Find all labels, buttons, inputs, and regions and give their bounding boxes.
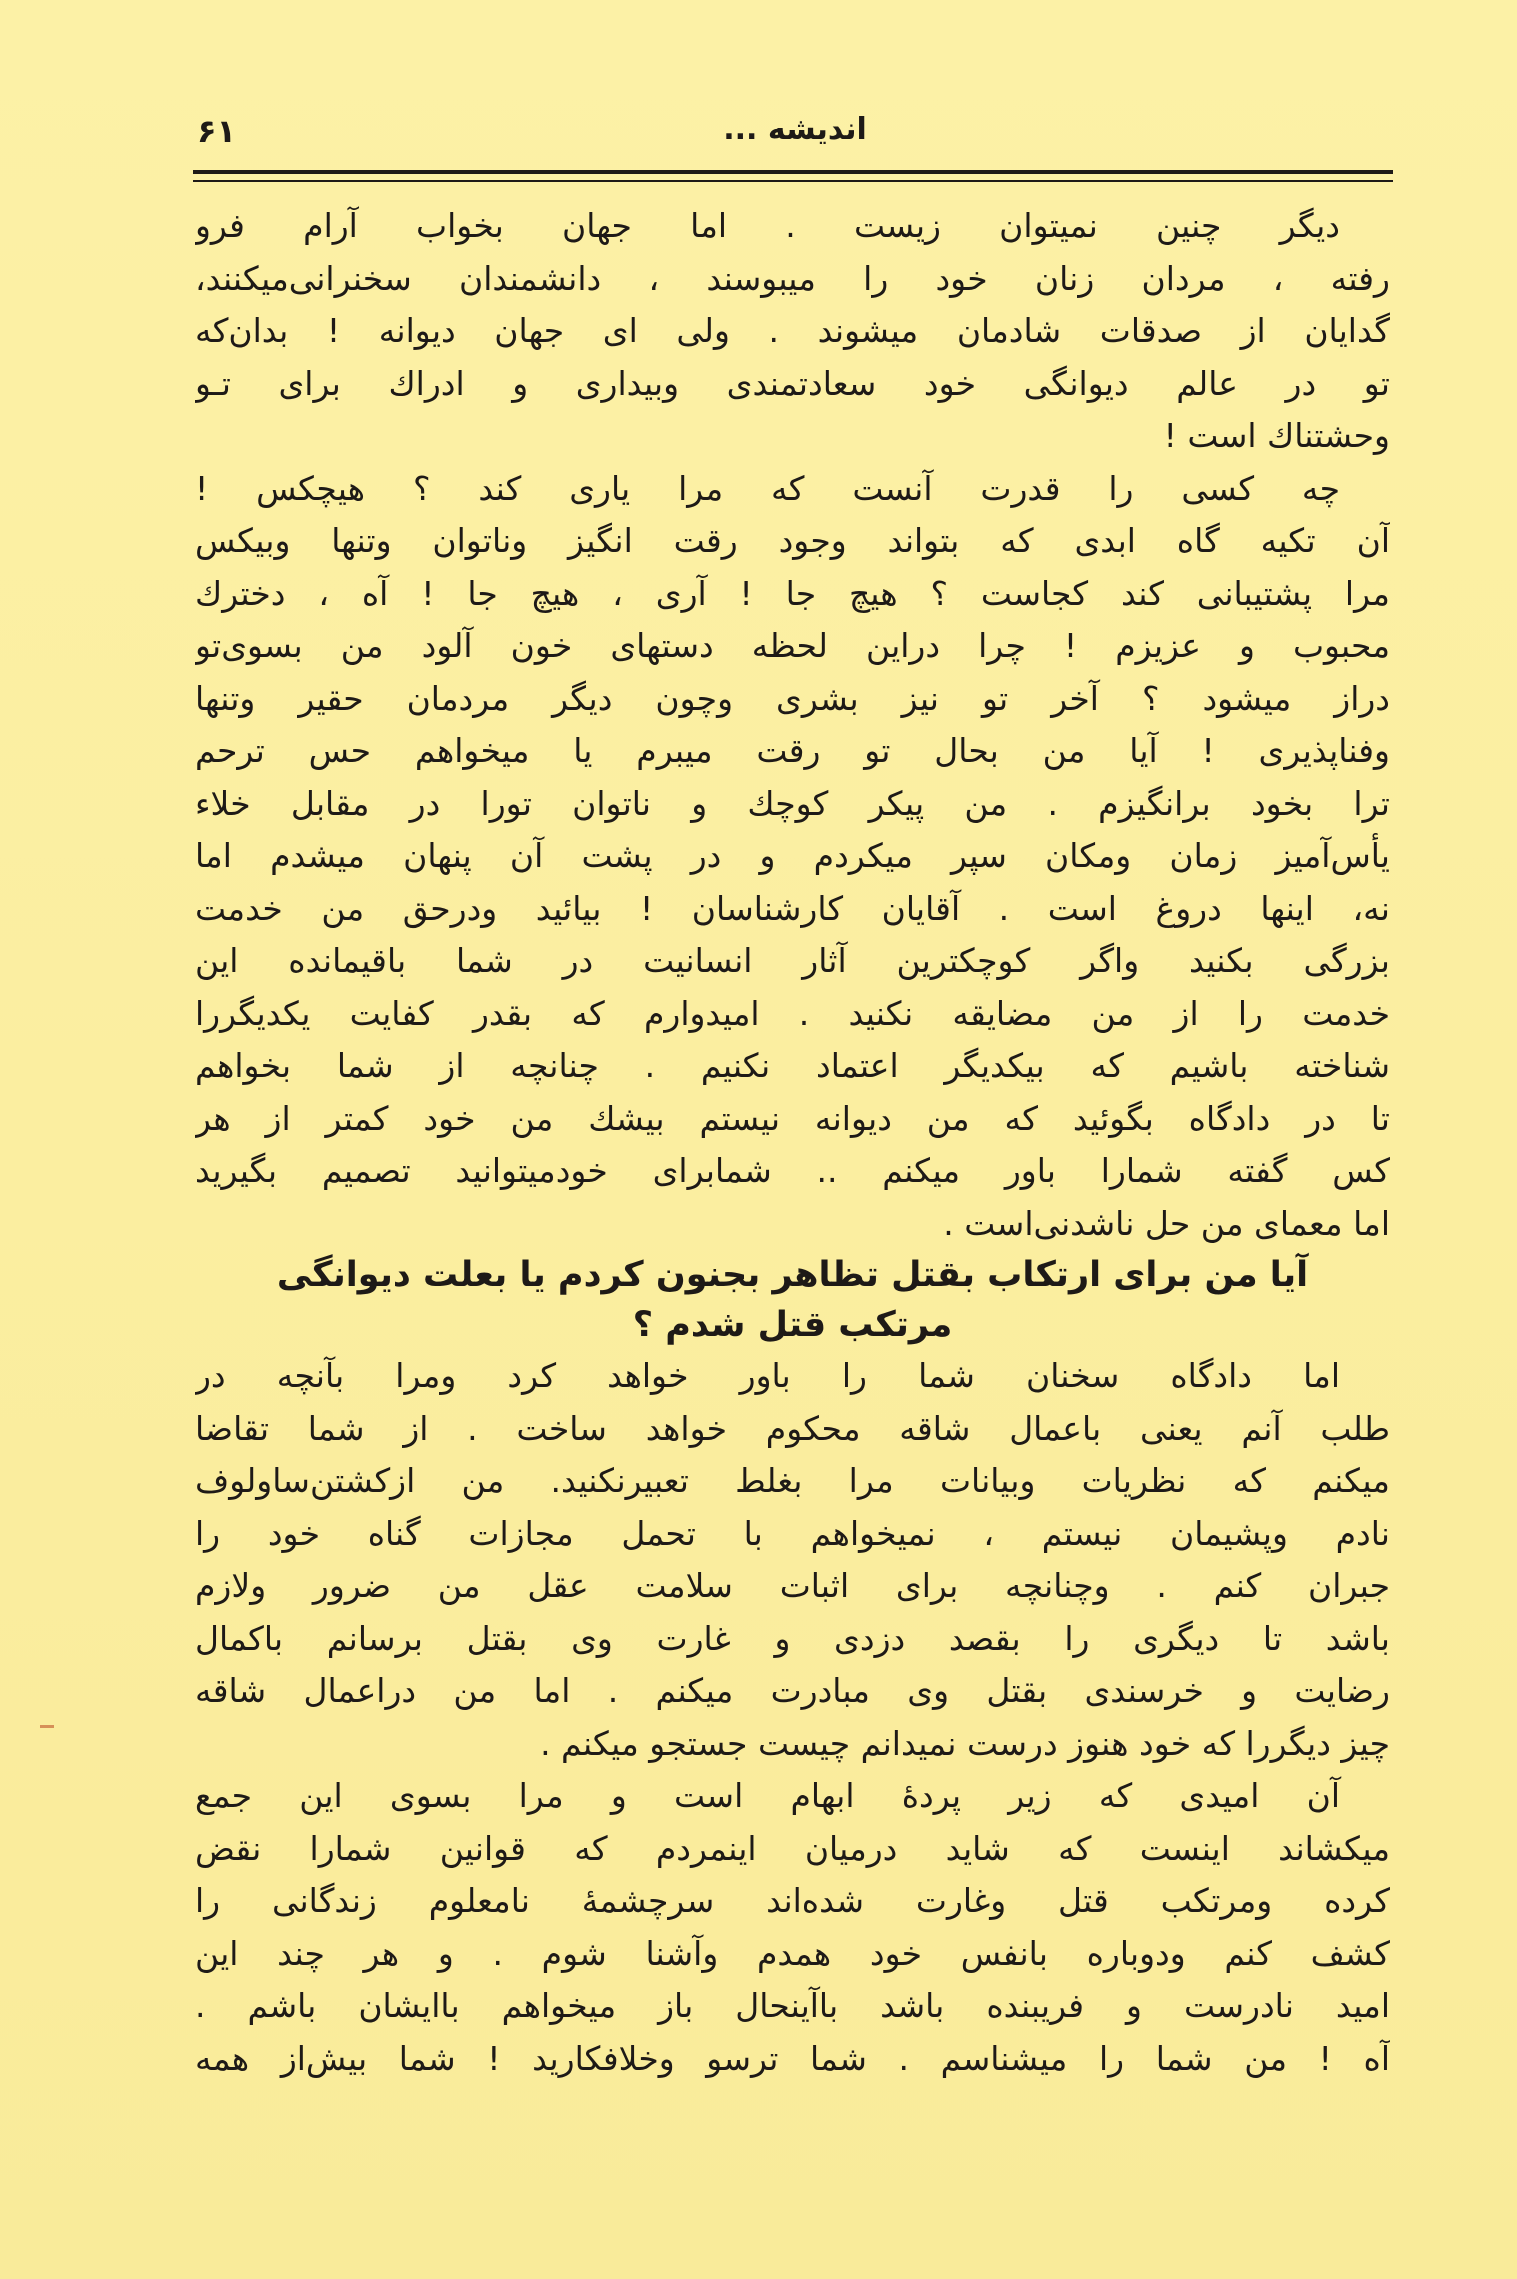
text-line: یأس‌آمیز زمان ومکان سپر میکردم و در پشت آن پنهان میشدم اما [195,836,1390,875]
text-line: چه کسی را قدرت آنست که مرا یاری کند ؟ هیچکس ! [195,468,1340,508]
header-rule-thick [193,170,1393,174]
text-line: شناخته باشیم که بیکدیگر اعتماد نکنیم . چنانچه از شما بخواهم [195,1046,1390,1085]
section-heading: مرتکب قتل شدم ؟ [632,1305,953,1345]
text-line: امید نادرست و فریبنده باشد باآینحال باز میخواهم باایشان باشم . [195,1986,1390,2025]
text-line: اما معمای من حل ناشدنی‌است . [943,1203,1390,1243]
text-line: رضایت و خرسندی بقتل وی مبادرت میکنم . اما من دراعمال شاقه [195,1671,1390,1710]
text-line: دراز میشود ؟ آخر تو نیز بشری وچون دیگر مردمان حقیر وتنها [195,678,1390,718]
text-line: خدمت را از من مضایقه نکنید . امیدوارم که بقدر کفایت یکدیگررا [195,993,1390,1033]
text-line: اما دادگاه سخنان شما را باور خواهد کرد ومرا بآنچه در [195,1356,1340,1395]
running-title: اندیشه ... [723,112,867,147]
text-line: مرا پشتیبانی کند کجاست ؟ هیچ جا ! آری ، هیچ جا ! آه ، دخترك [195,573,1390,613]
body-text [195,200,1390,2085]
text-line: بزرگی بکنید واگر کوچکترین آثار انسانیت در شما باقیمانده این [195,941,1390,980]
section-heading: آیا من برای ارتکاب بقتل تظاهر بجنون کردم یا بعلت دیوانگی [276,1255,1309,1295]
text-line: میکنم که نظریات وبیانات مرا بغلط تعبیرنکنید. من ازکشتن‌ساولوف [195,1461,1390,1500]
header-rule-thin [193,180,1393,182]
text-line: گدایان از صدقات شادمان میشوند . ولی ای جهان دیوانه ! بدان‌که [195,311,1390,350]
text-line: وفناپذیری ! آیا من بحال تو رقت میبرم یا میخواهم حس ترحم [195,731,1390,770]
margin-mark [40,1725,54,1728]
text-line: آه ! من شما را میشناسم . شما ترسو وخلافکارید ! شما بیش‌از همه [195,2038,1390,2078]
text-line: ترا بخود برانگیزم . من پیکر کوچك و ناتوان تورا در مقابل خلاء [195,783,1390,823]
text-line: نادم وپشیمان نیستم ، نمیخواهم با تحمل مجازات گناه خود را [195,1513,1390,1553]
text-line: میکشاند اینست که شاید درمیان اینمردم که قوانین شمارا نقض [195,1828,1390,1868]
text-line: تو در عالم دیوانگی خود سعادتمندی وبیداری و ادراك برای تـو [195,363,1390,403]
text-line: باشد تا دیگری را بقصد دزدی و غارت وی بقتل برسانم باکمال [195,1618,1390,1658]
text-line: طلب آنم یعنی باعمال شاقه محکوم خواهد ساخت . از شما تقاضا [195,1408,1390,1448]
text-line: آن امیدی که زیر پردهٔ ابهام است و مرا بسوی این جمع [195,1776,1340,1815]
text-line: نه، اینها دروغ است . آقایان کارشناسان ! بیائید ودرحق من خدمت [195,888,1390,928]
text-line: کس گفته شمارا باور میکنم .. شمابرای خودمیتوانید تصمیم بگیرید [195,1151,1390,1190]
text-line: محبوب و عزیزم ! چرا دراین لحظه دستهای خون آلود من بسوی‌تو [195,626,1390,665]
text-line: وحشتناك است ! [1163,416,1390,455]
text-line: کرده ومرتکب قتل وغارت شده‌اند سرچشمهٔ نامعلوم زندگانی را [195,1881,1390,1920]
text-line: جبران کنم . وچنانچه برای اثبات سلامت عقل من ضرور ولازم [195,1566,1390,1605]
text-line: چیز دیگررا که خود هنوز درست نمیدانم چیست جستجو میکنم . [540,1723,1390,1763]
text-line: دیگر چنین نمیتوان زیست . اما جهان بخواب آرام فرو [195,206,1340,245]
text-line: تا در دادگاه بگوئید که من دیوانه نیستم بیشك من خود کمتر از هر [195,1098,1390,1138]
text-line: رفته ، مردان زنان خود را میبوسند ، دانشمندان سخنرانی‌میکنند، [195,258,1390,298]
page-number: ۶۱ [197,112,237,150]
text-line: آن تکیه گاه ابدی که بتواند وجود رقت انگیز وناتوان وتنها وبیکس [195,521,1390,560]
page-header [195,112,1395,162]
text-line: کشف کنم ودوباره بانفس خود همدم وآشنا شوم . و هر چند این [195,1933,1390,1973]
